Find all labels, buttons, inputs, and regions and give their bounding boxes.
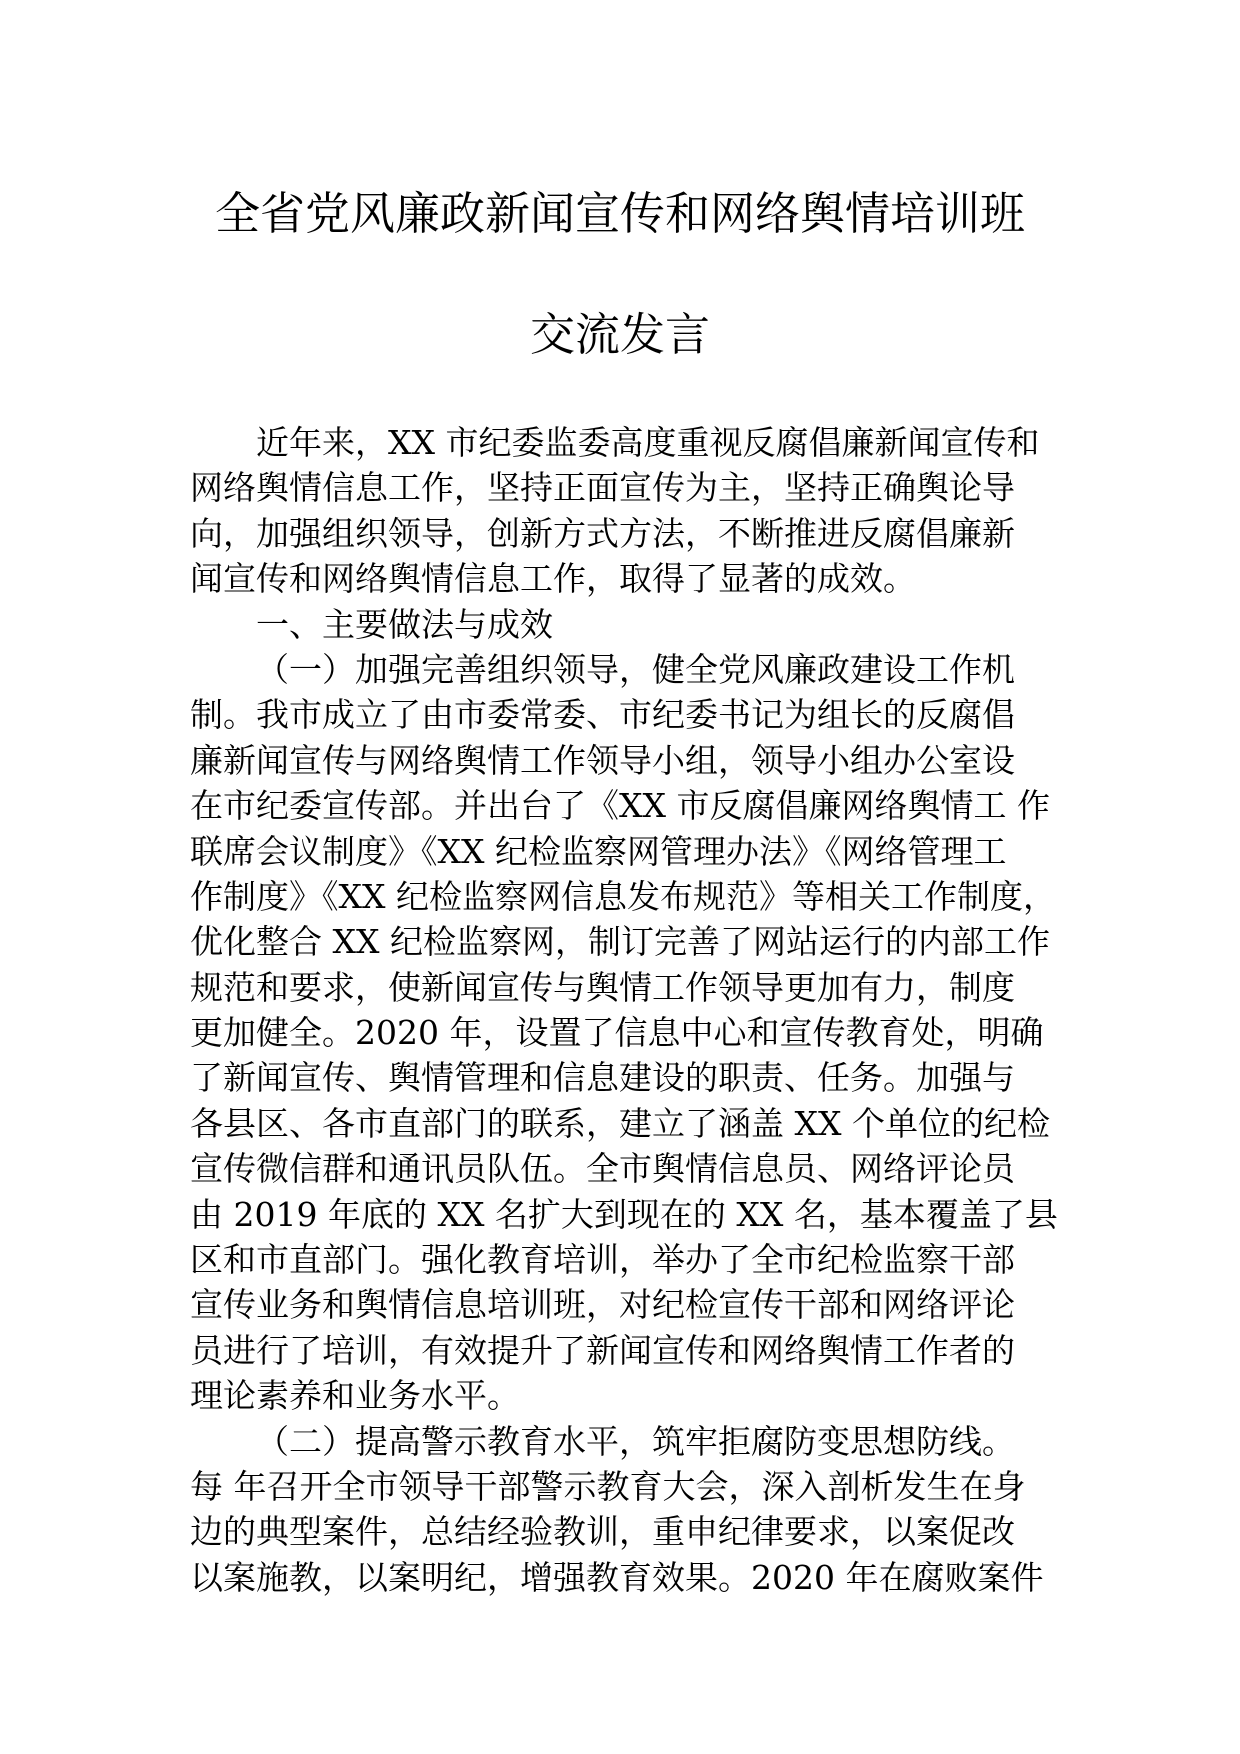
body-line: 制。我市成立了由市委常委、市纪委书记为组长的反腐倡 [190, 695, 1015, 735]
body-line: 宣传业务和舆情信息培训班，对纪检宣传干部和网络评论 [190, 1285, 1015, 1325]
body-line: 理论素养和业务水平。 [190, 1376, 520, 1416]
body-line: 员进行了培训，有效提升了新闻宣传和网络舆情工作者的 [190, 1330, 1015, 1370]
body-line: 由 2019 年底的 XX 名扩大到现在的 XX 名，基本覆盖了县 [190, 1194, 1058, 1234]
body-line: 作制度》《XX 纪检监察网信息发布规范》等相关工作制度， [190, 876, 1056, 916]
body-line: 每 年召开全市领导干部警示教育大会，深入剖析发生在身 [190, 1466, 1026, 1506]
body-line: 向，加强组织领导，创新方式方法，不断推进反腐倡廉新 [190, 513, 1015, 553]
body-line: 各县区、各市直部门的联系，建立了涵盖 XX 个单位的纪检 [190, 1103, 1050, 1143]
body-line: 边的典型案件，总结经验教训，重申纪律要求，以案促改 [190, 1512, 1015, 1552]
body-line: 闻宣传和网络舆情信息工作，取得了显著的成效。 [190, 559, 916, 599]
document-title-line-2: 交流发言 [529, 308, 710, 361]
document-body [190, 420, 1070, 1600]
body-line: 一、主要做法与成效 [256, 604, 553, 644]
body-line: 宣传微信群和通讯员队伍。全市舆情信息员、网络评论员 [190, 1149, 1015, 1189]
body-line: 了新闻宣传、舆情管理和信息建设的职责、任务。加强与 [190, 1058, 1015, 1098]
body-line: 以案施教，以案明纪，增强教育效果。2020 年在腐败案件 [190, 1557, 1044, 1597]
body-line: （二）提高警示教育水平，筑牢拒腐防变思想防线。 [256, 1421, 1015, 1461]
body-line: 联席会议制度》《XX 纪检监察网管理办法》《网络管理工 [190, 831, 1007, 871]
body-line: 在市纪委宣传部。并出台了《XX 市反腐倡廉网络舆情工 作 [190, 786, 1050, 826]
body-line: 廉新闻宣传与网络舆情工作领导小组，领导小组办公室设 [190, 740, 1015, 780]
body-line: 区和市直部门。强化教育培训，举办了全市纪检监察干部 [190, 1240, 1015, 1280]
body-line: （一）加强完善组织领导，健全党风廉政建设工作机 [256, 649, 1015, 689]
document-title-line-1: 全省党风廉政新闻宣传和网络舆情培训班 [214, 187, 1025, 240]
body-line: 网络舆情信息工作，坚持正面宣传为主，坚持正确舆论导 [190, 468, 1015, 508]
body-line: 更加健全。2020 年，设置了信息中心和宣传教育处，明确 [190, 1013, 1044, 1053]
body-line: 优化整合 XX 纪检监察网，制订完善了网站运行的内部工作 [190, 922, 1050, 962]
body-line: 规范和要求，使新闻宣传与舆情工作领导更加有力，制度 [190, 967, 1015, 1007]
body-line: 近年来，XX 市纪委监委高度重视反腐倡廉新闻宣传和 [256, 423, 1040, 462]
